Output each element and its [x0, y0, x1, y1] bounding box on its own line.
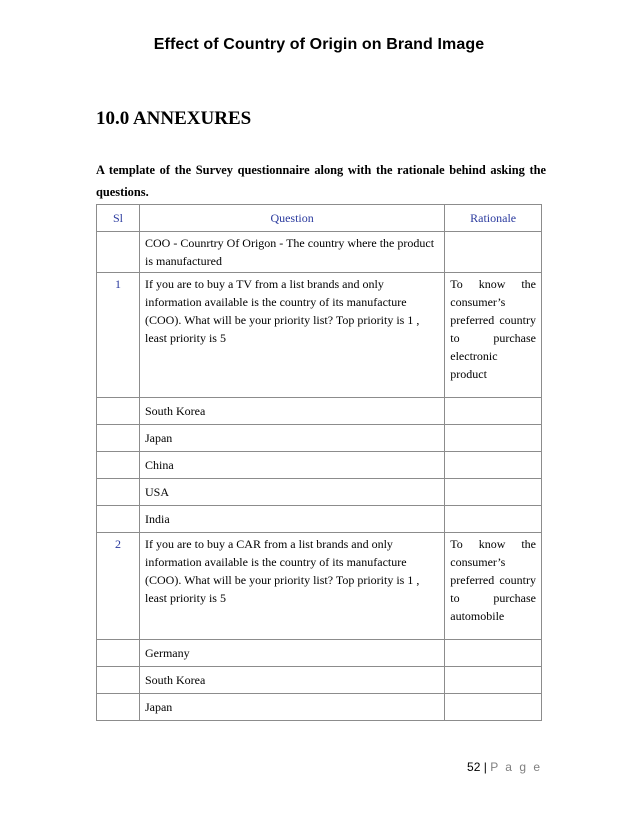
- coo-note: COO - Counrtry Of Origon - The country where the product is manufactured: [139, 232, 444, 273]
- header-sl: Sl: [97, 205, 140, 232]
- section-heading: 10.0 ANNEXURES: [96, 108, 252, 129]
- empty-cell: [445, 232, 542, 273]
- rationale-text: To know the consumer’s preferred country to purchase electronic product: [445, 273, 542, 398]
- rationale-text: To know the consumer’s preferred country to purchase automobile: [445, 533, 542, 640]
- empty-cell: [97, 506, 140, 533]
- empty-cell: [97, 425, 140, 452]
- header-rationale: Rationale: [445, 205, 542, 232]
- header-question: Question: [139, 205, 444, 232]
- empty-cell: [445, 506, 542, 533]
- question-text: If you are to buy a CAR from a list brands and only information available is the country of its manufacture (COO). What will be your priority list? Top priority is 1 , least priority is 5: [139, 533, 444, 640]
- option-row: [97, 398, 542, 425]
- option-label: India: [139, 506, 444, 533]
- option-row: [97, 667, 542, 694]
- empty-cell: [97, 452, 140, 479]
- option-row: [97, 452, 542, 479]
- empty-cell: [97, 640, 140, 667]
- option-row: [97, 425, 542, 452]
- option-label: Japan: [139, 694, 444, 721]
- empty-cell: [97, 694, 140, 721]
- page-word: P a g e: [490, 760, 542, 774]
- option-row: [97, 479, 542, 506]
- table-header-row: [97, 205, 542, 232]
- empty-cell: [445, 398, 542, 425]
- empty-cell: [97, 398, 140, 425]
- option-row: [97, 506, 542, 533]
- running-header: Effect of Country of Origin on Brand Image: [153, 36, 485, 53]
- page-number: 52: [467, 760, 481, 774]
- question-number: 2: [97, 533, 140, 640]
- question-text: If you are to buy a TV from a list brands and only information available is the country of its manufacture (COO). What will be your priority list? Top priority is 1 , least priority is 5: [139, 273, 444, 398]
- empty-cell: [445, 425, 542, 452]
- option-label: China: [139, 452, 444, 479]
- option-label: Germany: [139, 640, 444, 667]
- empty-cell: [445, 452, 542, 479]
- empty-cell: [445, 640, 542, 667]
- question-row: [97, 533, 542, 640]
- empty-cell: [445, 667, 542, 694]
- empty-cell: [97, 667, 140, 694]
- coo-note-row: [97, 232, 542, 273]
- empty-cell: [97, 479, 140, 506]
- empty-cell: [445, 694, 542, 721]
- option-label: Japan: [139, 425, 444, 452]
- question-row: [97, 273, 542, 398]
- option-row: [97, 694, 542, 721]
- survey-table: [96, 204, 542, 721]
- option-label: USA: [139, 479, 444, 506]
- question-number: 1: [97, 273, 140, 398]
- option-row: [97, 640, 542, 667]
- page-separator: |: [483, 760, 487, 774]
- option-label: South Korea: [139, 398, 444, 425]
- empty-cell: [445, 479, 542, 506]
- page-footer: [467, 760, 542, 774]
- intro-paragraph: A template of the Survey questionnaire along with the rationale behind asking the questions.: [96, 163, 546, 199]
- option-label: South Korea: [139, 667, 444, 694]
- empty-cell: [97, 232, 140, 273]
